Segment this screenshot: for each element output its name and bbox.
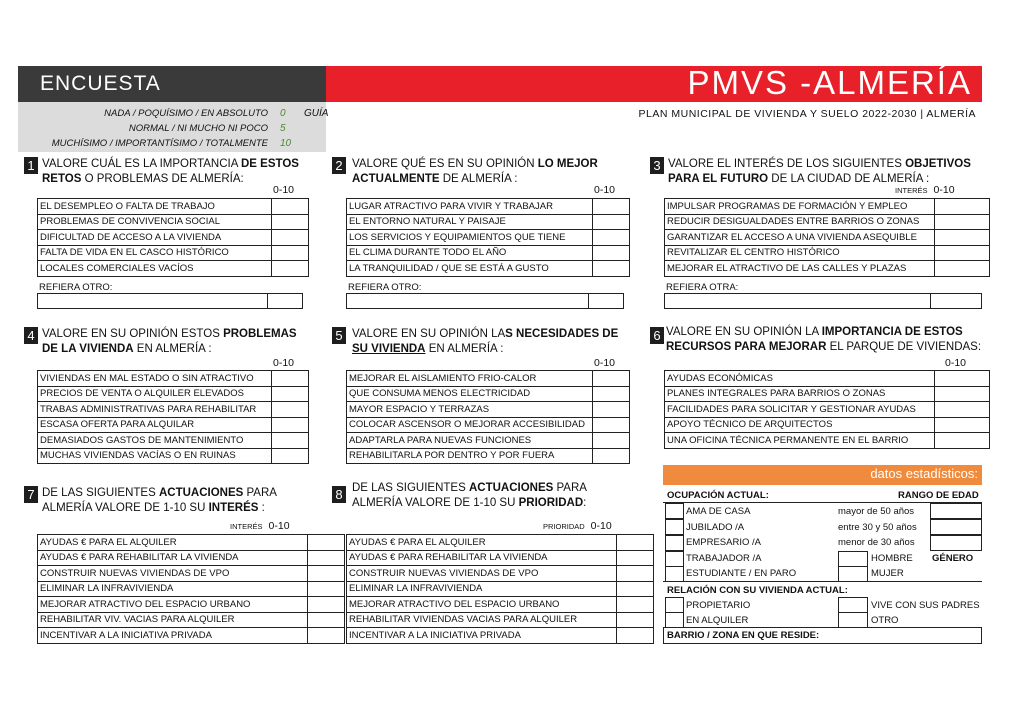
stats-divider-mid	[663, 581, 982, 582]
guide-legend	[18, 102, 329, 152]
q8-score-box[interactable]	[617, 550, 654, 566]
q2-score-box[interactable]	[593, 214, 630, 230]
q5-score-box[interactable]	[593, 402, 630, 418]
survey-title: ENCUESTA	[40, 72, 161, 95]
q5-item-label: QUE CONSUMA MENOS ELECTRICIDAD	[347, 386, 593, 402]
q4-number: 4	[24, 327, 38, 344]
q6-score-box[interactable]	[935, 386, 990, 402]
occ-label-empresario: EMPRESARIO /A	[686, 537, 761, 548]
table-row	[665, 230, 990, 246]
table-row	[665, 402, 990, 418]
q3-item-label: IMPULSAR PROGRAMAS DE FORMACIÓN Y EMPLEO	[665, 199, 935, 215]
table-row	[347, 612, 654, 628]
q1-score-box[interactable]	[272, 199, 309, 215]
table-row	[347, 597, 654, 613]
q4-title: VALORE EN SU OPINIÓN ESTOS PROBLEMAS DE LA VIVIENDA EN ALMERÍA :	[42, 328, 297, 355]
rel-label-propietario: PROPIETARIO	[686, 600, 751, 611]
q2-score-box[interactable]	[593, 261, 630, 277]
q3-other-label: REFIERA OTRA:	[666, 282, 739, 293]
q5-number: 5	[332, 327, 346, 344]
table-row	[38, 581, 345, 597]
table-row	[665, 417, 990, 433]
q8-item-label: ELIMINAR LA INFRAVIVIENDA	[347, 581, 617, 597]
q3-item-label: REVITALIZAR EL CENTRO HISTÓRICO	[665, 245, 935, 261]
q2-item-label: LUGAR ATRACTIVO PARA VIVIR Y TRABAJAR	[347, 199, 593, 215]
occ-label-trabajador: TRABAJADOR /A	[686, 553, 762, 564]
table-row	[347, 535, 654, 551]
table-row	[347, 581, 654, 597]
header-right-bar	[326, 66, 982, 102]
q4-item-label: PRECIOS DE VENTA O ALQUILER ELEVADOS	[38, 386, 272, 402]
q8-score-box[interactable]	[617, 566, 654, 582]
q7-item-label: ELIMINAR LA INFRAVIVIENDA	[38, 581, 308, 597]
occ-checkbox-estudiante[interactable]	[665, 566, 684, 582]
plan-title: PMVS -ALMERÍA	[687, 64, 972, 101]
q7-item-label: AYUDAS € PARA EL ALQUILER	[38, 535, 308, 551]
q7-item-label: REHABILITAR VIV. VACIAS PARA ALQUILER	[38, 612, 308, 628]
q8-title: DE LAS SIGUIENTES ACTUACIONES PARA ALMERÍA VALORE DE 1-10 SU PRIORIDAD:	[352, 482, 587, 509]
table-row	[347, 386, 630, 402]
rel-label-alquiler: EN ALQUILER	[686, 615, 749, 626]
table-row	[347, 199, 630, 215]
q8-item-label: REHABILITAR VIVIENDAS VACIAS PARA ALQUILER	[347, 612, 617, 628]
gender-box-mujer[interactable]	[838, 566, 868, 582]
q1-item-label: LOCALES COMERCIALES VACÍOS	[38, 261, 272, 277]
q6-item-label: FACILIDADES PARA SOLICITAR Y GESTIONAR AYUDAS	[665, 402, 935, 418]
q6-score-box[interactable]	[935, 433, 990, 449]
q1-number: 1	[24, 157, 38, 174]
legend-guia: GUÍA	[304, 108, 329, 119]
q5-item-label: ADAPTARLA PARA NUEVAS FUNCIONES	[347, 433, 593, 449]
table-row	[347, 402, 630, 418]
q7-table	[37, 534, 345, 644]
q3-score-box[interactable]	[935, 261, 990, 277]
gender-box-hombre[interactable]	[838, 551, 868, 567]
table-row	[38, 433, 309, 449]
q8-item-label: CONSTRUIR NUEVAS VIVIENDAS DE VPO	[347, 566, 617, 582]
relation-label: RELACIÓN CON SU VIVIENDA ACTUAL:	[667, 585, 848, 596]
q3-number: 3	[650, 157, 664, 174]
q2-item-label: EL ENTORNO NATURAL Y PAISAJE	[347, 214, 593, 230]
rel-checkbox-otro[interactable]	[838, 612, 868, 628]
q3-other-score[interactable]	[930, 293, 982, 309]
q3-other-field[interactable]	[664, 293, 931, 309]
q1-item-label: DIFICULTAD DE ACCESO A LA VIVIENDA	[38, 230, 272, 246]
q8-scale: PRIORIDAD 0-10	[543, 520, 612, 532]
table-row	[38, 386, 309, 402]
q5-score-box[interactable]	[593, 386, 630, 402]
q5-item-label: MEJORAR EL AISLAMIENTO FRIO-CALOR	[347, 371, 593, 387]
age-label-30to50: entre 30 y 50 años	[838, 522, 917, 533]
age-label-over50: mayor de 50 años	[838, 506, 915, 517]
q7-score-box[interactable]	[308, 550, 345, 566]
q2-scale: 0-10	[594, 184, 616, 196]
q3-scale: INTERÉS 0-10	[895, 184, 955, 196]
q4-item-label: DEMASIADOS GASTOS DE MANTENIMIENTO	[38, 433, 272, 449]
rel-label-otro: OTRO	[871, 615, 899, 626]
q4-scale: 0-10	[273, 357, 295, 369]
q2-score-box[interactable]	[593, 245, 630, 261]
q4-item-label: TRABAS ADMINISTRATIVAS PARA REHABILITAR	[38, 402, 272, 418]
q1-title: VALORE CUÁL ES LA IMPORTANCIA DE ESTOS RETOS O PROBLEMAS DE ALMERÍA:	[42, 158, 299, 185]
occ-label-estudiante: ESTUDIANTE / EN PARO	[686, 568, 797, 579]
q2-item-label: LA TRANQUILIDAD / QUE SE ESTÁ A GUSTO	[347, 261, 593, 277]
table-row	[665, 371, 990, 387]
table-row	[347, 371, 630, 387]
q7-score-box[interactable]	[308, 581, 345, 597]
table-row	[38, 230, 309, 246]
q6-table	[664, 370, 990, 449]
q1-other-label: REFIERA OTRO:	[39, 282, 113, 293]
q2-other-score[interactable]	[588, 293, 624, 309]
legend-row-0: NADA / POQUÍSIMO / EN ABSOLUTO	[104, 108, 268, 119]
q6-title: VALORE EN SU OPINIÓN LA IMPORTANCIA DE ESTOS RECURSOS PARA MEJORAR EL PARQUE DE VIVIENDAS:	[666, 326, 982, 353]
occ-checkbox-trabajador[interactable]	[665, 551, 684, 567]
q1-score-box[interactable]	[272, 245, 309, 261]
q3-score-box[interactable]	[935, 230, 990, 246]
table-row	[665, 386, 990, 402]
q6-item-label: PLANES INTEGRALES PARA BARRIOS O ZONAS	[665, 386, 935, 402]
q6-score-box[interactable]	[935, 371, 990, 387]
age-range-label: RANGO DE EDAD	[898, 490, 979, 501]
table-row	[38, 371, 309, 387]
table-row	[665, 433, 990, 449]
legend-value-2: 10	[280, 138, 292, 149]
q8-item-label: AYUDAS € PARA REHABILITAR LA VIVIENDA	[347, 550, 617, 566]
q7-score-box[interactable]	[308, 612, 345, 628]
q5-item-label: MAYOR ESPACIO Y TERRAZAS	[347, 402, 593, 418]
table-row	[347, 230, 630, 246]
table-row	[38, 199, 309, 215]
q3-item-label: GARANTIZAR EL ACCESO A UNA VIVIENDA ASEQUIBLE	[665, 230, 935, 246]
q1-other-field[interactable]	[37, 293, 268, 309]
q8-item-label: INCENTIVAR A LA INICIATIVA PRIVADA	[347, 628, 617, 644]
q3-title: VALORE EL INTERÉS DE LOS SIGUIENTES OBJETIVOS PARA EL FUTURO DE LA CIUDAD DE ALMERÍA :	[668, 158, 971, 185]
q3-item-label: REDUCIR DESIGUALDADES ENTRE BARRIOS O ZONAS	[665, 214, 935, 230]
table-row	[38, 261, 309, 277]
q4-score-box[interactable]	[272, 371, 309, 387]
q6-item-label: APOYO TÉCNICO DE ARQUITECTOS	[665, 417, 935, 433]
age-box-30to50[interactable]	[930, 519, 982, 535]
q2-other-label: REFIERA OTRO:	[348, 282, 422, 293]
q2-title: VALORE QUÉ ES EN SU OPINIÓN LO MEJOR ACTUALMENTE DE ALMERÍA :	[352, 158, 598, 185]
q4-score-box[interactable]	[272, 402, 309, 418]
q6-score-box[interactable]	[935, 417, 990, 433]
table-row	[347, 550, 654, 566]
stats-title: datos estadísticos:	[870, 466, 978, 481]
q1-score-box[interactable]	[272, 230, 309, 246]
table-row	[38, 535, 345, 551]
q1-score-box[interactable]	[272, 214, 309, 230]
q2-score-box[interactable]	[593, 230, 630, 246]
q7-number: 7	[24, 486, 38, 503]
q3-item-label: MEJORAR EL ATRACTIVO DE LAS CALLES Y PLAZAS	[665, 261, 935, 277]
age-label-under30: menor de 30 años	[838, 537, 915, 548]
q4-item-label: VIVIENDAS EN MAL ESTADO O SIN ATRACTIVO	[38, 371, 272, 387]
q1-item-label: EL DESEMPLEO O FALTA DE TRABAJO	[38, 199, 272, 215]
legend-value-1: 5	[280, 123, 286, 134]
q1-table	[37, 198, 309, 277]
table-row	[347, 417, 630, 433]
table-row	[347, 245, 630, 261]
q5-table	[346, 370, 630, 464]
table-row	[347, 628, 654, 644]
q5-title: VALORE EN SU OPINIÓN LAS NECESIDADES DE SU VIVIENDA EN ALMERÍA :	[352, 328, 619, 355]
legend-value-0: 0	[280, 108, 286, 119]
legend-row-1: NORMAL / NI MUCHO NI POCO	[128, 123, 268, 134]
table-row	[665, 214, 990, 230]
age-box-over50[interactable]	[930, 503, 982, 519]
q1-item-label: FALTA DE VIDA EN EL CASCO HISTÓRICO	[38, 245, 272, 261]
q7-score-box[interactable]	[308, 535, 345, 551]
q7-item-label: INCENTIVAR A LA INICIATIVA PRIVADA	[38, 628, 308, 644]
q4-item-label: ESCASA OFERTA PARA ALQUILAR	[38, 417, 272, 433]
q8-item-label: MEJORAR ATRACTIVO DEL ESPACIO URBANO	[347, 597, 617, 613]
q4-score-box[interactable]	[272, 386, 309, 402]
q7-score-box[interactable]	[308, 597, 345, 613]
plan-subtitle: PLAN MUNICIPAL DE VIVIENDA Y SUELO 2022-2030 | ALMERÍA	[638, 108, 976, 120]
q8-score-box[interactable]	[617, 535, 654, 551]
q7-item-label: CONSTRUIR NUEVAS VIVIENDAS DE VPO	[38, 566, 308, 582]
q4-score-box[interactable]	[272, 448, 309, 464]
occ-checkbox-ama[interactable]	[665, 503, 684, 519]
q4-item-label: MUCHAS VIVIENDAS VACÍAS O EN RUINAS	[38, 448, 272, 464]
occ-label-ama: AMA DE CASA	[686, 506, 751, 517]
header-left-bar	[18, 66, 326, 102]
q8-score-box[interactable]	[617, 597, 654, 613]
rel-label-padres: VIVE CON SUS PADRES	[871, 600, 980, 611]
table-row	[665, 261, 990, 277]
table-row	[347, 566, 654, 582]
q7-score-box[interactable]	[308, 566, 345, 582]
q8-item-label: AYUDAS € PARA EL ALQUILER	[347, 535, 617, 551]
q6-number: 6	[650, 327, 664, 344]
q3-score-box[interactable]	[935, 214, 990, 230]
q6-scale: 0-10	[945, 357, 967, 369]
q5-score-box[interactable]	[593, 433, 630, 449]
q7-item-label: MEJORAR ATRACTIVO DEL ESPACIO URBANO	[38, 597, 308, 613]
gender-label: GÉNERO	[932, 553, 974, 564]
table-row	[347, 433, 630, 449]
table-row	[38, 566, 345, 582]
table-row	[38, 417, 309, 433]
table-row	[347, 261, 630, 277]
q8-score-box[interactable]	[617, 581, 654, 597]
q5-score-box[interactable]	[593, 417, 630, 433]
rel-checkbox-padres[interactable]	[838, 597, 868, 613]
table-row	[38, 550, 345, 566]
table-row	[38, 612, 345, 628]
q1-item-label: PROBLEMAS DE CONVIVENCIA SOCIAL	[38, 214, 272, 230]
q6-score-box[interactable]	[935, 402, 990, 418]
table-row	[38, 448, 309, 464]
q5-score-box[interactable]	[593, 448, 630, 464]
q5-score-box[interactable]	[593, 371, 630, 387]
q1-score-box[interactable]	[272, 261, 309, 277]
legend-row-2: MUCHÍSIMO / IMPORTANTÍSIMO / TOTALMENTE	[51, 138, 268, 149]
q2-number: 2	[332, 157, 346, 174]
table-row	[347, 214, 630, 230]
occ-checkbox-jubilado[interactable]	[665, 519, 684, 535]
q8-table	[346, 534, 654, 644]
age-box-under30[interactable]	[930, 535, 982, 551]
q1-scale: 0-10	[273, 184, 295, 196]
q2-score-box[interactable]	[593, 199, 630, 215]
q5-scale: 0-10	[594, 357, 616, 369]
q4-score-box[interactable]	[272, 433, 309, 449]
table-row	[38, 597, 345, 613]
q4-table	[37, 370, 309, 464]
q5-item-label: COLOCAR ASCENSOR O MEJORAR ACCESIBILIDAD	[347, 417, 593, 433]
q7-score-box[interactable]	[308, 628, 345, 644]
q2-item-label: LOS SERVICIOS Y EQUIPAMIENTOS QUE TIENE	[347, 230, 593, 246]
q7-scale: INTERÉS 0-10	[230, 520, 290, 532]
gender-label-hombre: HOMBRE	[871, 553, 913, 564]
table-row	[38, 214, 309, 230]
q8-score-box[interactable]	[617, 628, 654, 644]
table-row	[665, 199, 990, 215]
q3-score-box[interactable]	[935, 199, 990, 215]
q7-item-label: AYUDAS € PARA REHABILITAR LA VIVIENDA	[38, 550, 308, 566]
q1-other-score[interactable]	[267, 293, 303, 309]
table-row	[347, 448, 630, 464]
q2-item-label: EL CLIMA DURANTE TODO EL AÑO	[347, 245, 593, 261]
q3-score-box[interactable]	[935, 245, 990, 261]
q7-title: DE LAS SIGUIENTES ACTUACIONES PARA ALMERÍA VALORE DE 1-10 SU INTERÉS :	[42, 487, 277, 514]
q5-item-label: REHABILITARLA POR DENTRO Y POR FUERA	[347, 448, 593, 464]
barrio-label: BARRIO / ZONA EN QUE RESIDE:	[667, 630, 820, 641]
q6-item-label: AYUDAS ECONÓMICAS	[665, 371, 935, 387]
stats-header	[663, 465, 982, 485]
q8-score-box[interactable]	[617, 612, 654, 628]
occ-label-jubilado: JUBILADO /A	[686, 522, 745, 533]
rel-checkbox-alquiler[interactable]	[665, 612, 684, 628]
q6-item-label: UNA OFICINA TÉCNICA PERMANENTE EN EL BARRIO	[665, 433, 935, 449]
rel-checkbox-propietario[interactable]	[665, 597, 684, 613]
gender-label-mujer: MUJER	[871, 568, 904, 579]
table-row	[665, 245, 990, 261]
occupation-label: OCUPACIÓN ACTUAL:	[667, 490, 769, 501]
q2-table	[346, 198, 630, 277]
q3-table	[664, 198, 990, 277]
q8-number: 8	[332, 486, 346, 503]
table-row	[38, 245, 309, 261]
q2-other-field[interactable]	[346, 293, 589, 309]
table-row	[38, 402, 309, 418]
occ-checkbox-empresario[interactable]	[665, 535, 684, 551]
table-row	[38, 628, 345, 644]
q4-score-box[interactable]	[272, 417, 309, 433]
